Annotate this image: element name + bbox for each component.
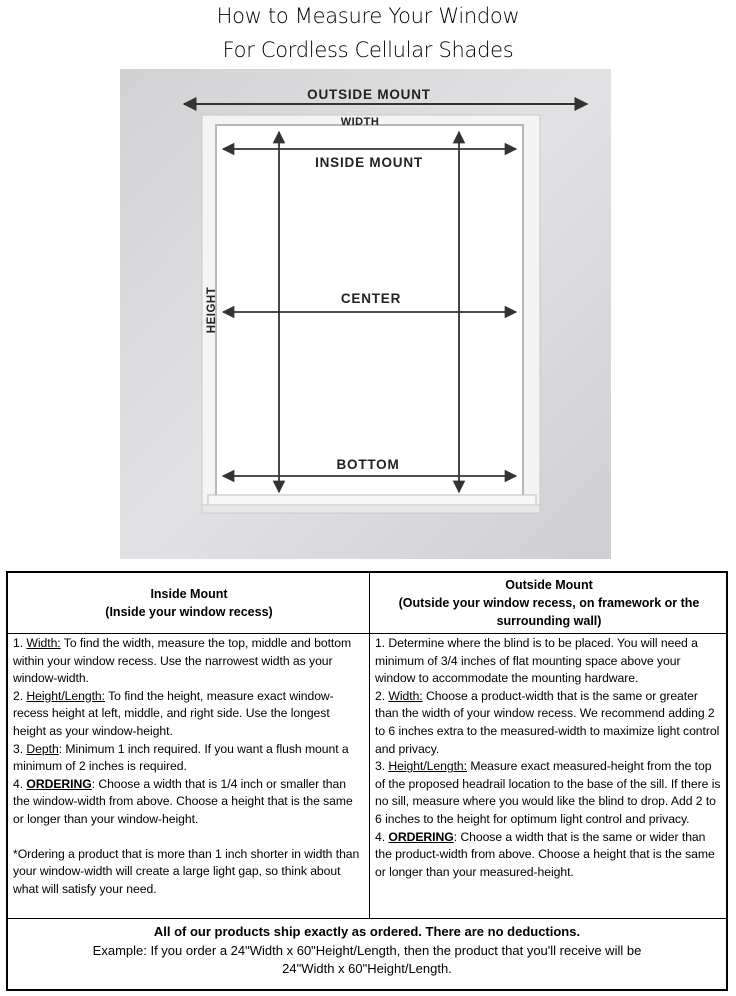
page-title: How to Measure Your Window [216, 4, 520, 28]
shipping-note-example-cont: 24"Width x 60"Height/Length. [282, 961, 452, 976]
column-divider [369, 573, 370, 918]
outside-mount-instructions [375, 635, 723, 881]
inside-mount-header [8, 573, 370, 633]
window-sill [208, 495, 536, 505]
outside-mount-heading: Outside Mount [505, 578, 593, 592]
inside-mount-heading: Inside Mount [150, 587, 228, 601]
inside-mount-instructions [13, 635, 363, 898]
outside-mount-label: OUTSIDE MOUNT [307, 87, 431, 102]
footer-divider [8, 918, 726, 919]
height-label: HEIGHT [206, 286, 218, 334]
outside-item-height: 3. Height/Length: Measure exact measured-height from the top of the proposed headrail location to the base of the sill. If there is no sill, measure where you would like the blind to drop. Add 2 to 6 inches to the height for optimum light control and privacy. [375, 759, 721, 826]
shipping-note-headline: All of our products ship exactly as ordered. There are no deductions. [153, 924, 581, 939]
inside-item-width: 1. Width: To find the width, measure the top, middle and bottom within your window recess. Use the narrowest width as your window-width. [13, 636, 352, 686]
bottom-label: BOTTOM [336, 457, 400, 472]
outside-item-width: 2. Width: Choose a product-width that is the same or greater than the width of your window recess. We recommend adding 2 to 6 inches extra to the measured-width to maximize light control and privacy. [375, 688, 720, 756]
inside-note: *Ordering a product that is more than 1 inch shorter in width than your window-width will create a large light gap, so think about what will satisfy your need. [13, 846, 360, 896]
inside-mount-subheading: (Inside your window recess) [105, 605, 273, 619]
inside-mount-label: INSIDE MOUNT [315, 155, 423, 170]
inside-item-height: 2. Height/Length: To find the height, measure exact window-recess height at left, middle, and right side. Use the longest height as your window-height. [13, 688, 334, 738]
center-label: CENTER [340, 291, 402, 306]
shipping-note [8, 923, 726, 979]
outside-item-intro: 1. Determine where the blind is to be placed. You will need a minimum of 3/4 inches of flat mounting space above your window to accommodate the mounting hardware. [375, 636, 698, 686]
inside-item-ordering: 4. ORDERING: Choose a width that is 1/4 inch or smaller than the window-width from above. Choose a height that is the same or longer than your window-height. [13, 776, 353, 826]
width-label: WIDTH [340, 116, 380, 128]
outside-item-ordering: 4. ORDERING: Choose a width that is the same or wider than the product-width from above. Choose a height that is the same or longer than your measured-height. [375, 829, 715, 879]
outside-mount-header [370, 573, 728, 633]
header-divider [8, 633, 726, 634]
measurement-table [6, 571, 728, 991]
inside-item-depth: 3. Depth: Minimum 1 inch required. If you want a flush mount a minimum of 2 inches is required. [13, 741, 349, 774]
shipping-note-example: Example: If you order a 24"Width x 60"Height/Length, then the product that you'll receive will be [92, 942, 642, 958]
outside-mount-subheading: (Outside your window recess, on framework or the surrounding wall) [398, 596, 700, 628]
page-subtitle: For Cordless Cellular Shades [222, 38, 514, 62]
window-diagram [120, 69, 611, 559]
